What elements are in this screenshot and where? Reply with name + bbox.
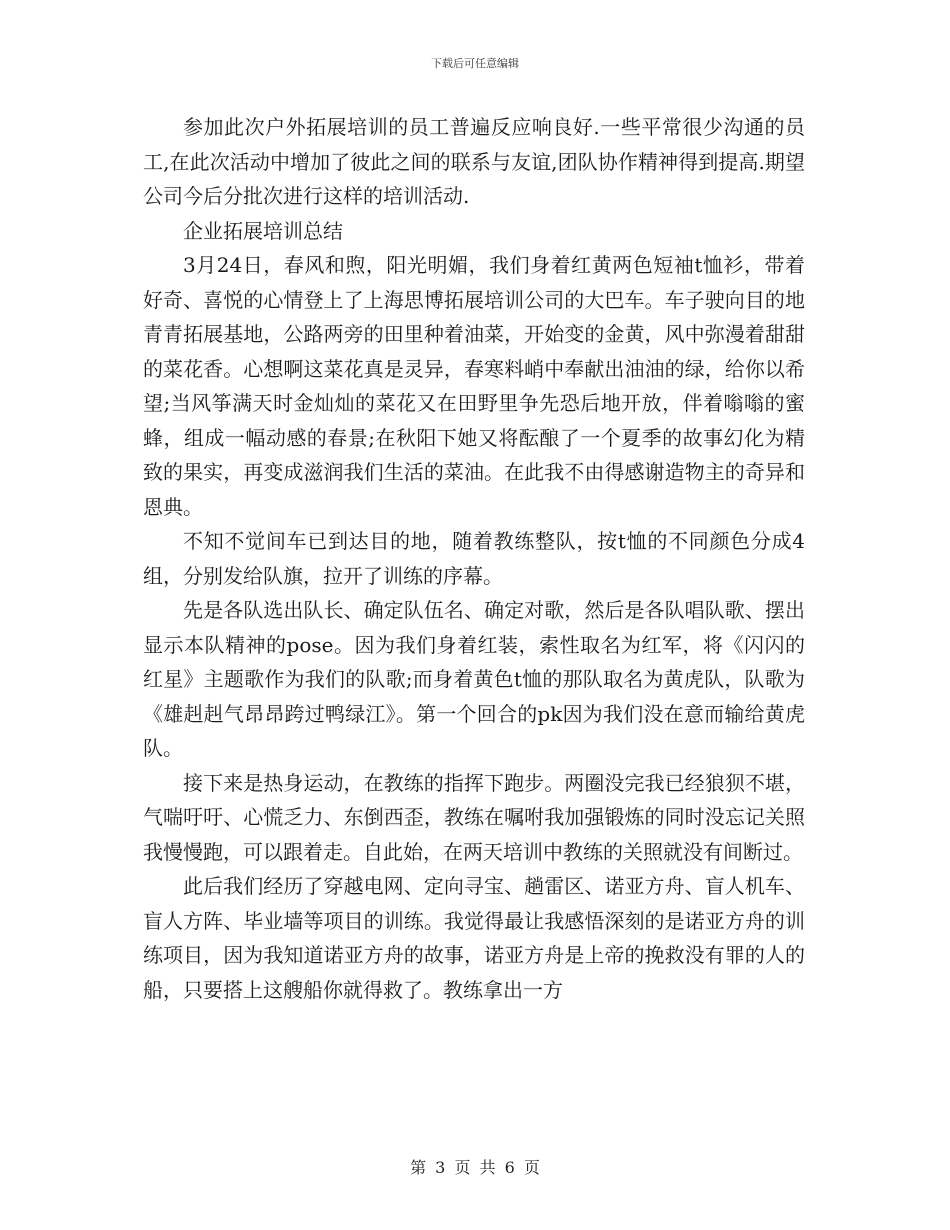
paragraph-4: 先是各队选出队长、确定队伍名、确定对歌，然后是各队唱队歌、摆出显示本队精神的pose。因为我们身着红装，索性取名为红军，将《闪闪的红星》主题歌作为我们的队歌;而身着黄色t恤的那队取名为黄虎队，队歌为《雄赳赳气昂昂跨过鸭绿江》。第一个回合的pk因为我们没在意而输给黄虎队。 bbox=[143, 598, 805, 760]
section-heading: 企业拓展培训总结 bbox=[183, 218, 343, 243]
paragraph-2: 3月24日，春风和煦，阳光明媚，我们身着红黄两色短袖t恤衫，带着好奇、喜悦的心情登上了上海思博拓展培训公司的大巴车。车子驶向目的地青青拓展基地，公路两旁的田里种着油菜，开始变的金黄，风中弥漫着甜甜的菜花香。心想啊这菜花真是灵异，春寒料峭中奉献出油油的绿，给你以希望;当风筝满天时金灿灿的菜花又在田野里争先恐后地开放，伴着嗡嗡的蜜蜂，组成一幅动感的春景;在秋阳下她又将酝酿了一个夏季的故事幻化为精致的果实，再变成滋润我们生活的菜油。在此我不由得感谢造物主的奇异和恩典。 bbox=[143, 253, 805, 519]
page-number: 第 3 页 共 6 页 bbox=[410, 1158, 540, 1177]
paragraph-6: 此后我们经历了穿越电网、定向寻宝、趟雷区、诺亚方舟、盲人机车、盲人方阵、毕业墙等项目的训练。我觉得最让我感悟深刻的是诺亚方舟的训练项目，因为我知道诺亚方舟的故事，诺亚方舟是上帝的挽救没有罪的人的船，只要搭上这艘船你就得救了。教练拿出一方 bbox=[143, 874, 805, 1002]
page-header: 下载后可任意编辑 bbox=[431, 57, 519, 70]
paragraph-5: 接下来是热身运动，在教练的指挥下跑步。两圈没完我已经狼狈不堪，气喘吁吁、心慌乏力、东倒西歪，教练在嘱咐我加强锻炼的同时没忘记关照我慢慢跑，可以跟着走。自此始，在两天培训中教练的关照就没有间断过。 bbox=[143, 770, 805, 864]
paragraph-3: 不知不觉间车已到达目的地，随着教练整队，按t恤的不同颜色分成4组，分别发给队旗，拉开了训练的序幕。 bbox=[143, 529, 805, 588]
document-body bbox=[143, 110, 805, 1007]
paragraph-1: 参加此次户外拓展培训的员工普遍反应响良好.一些平常很少沟通的员工,在此次活动中增加了彼此之间的联系与友谊,团队协作精神得到提高.期望公司今后分批次进行这样的培训活动. bbox=[143, 115, 805, 208]
